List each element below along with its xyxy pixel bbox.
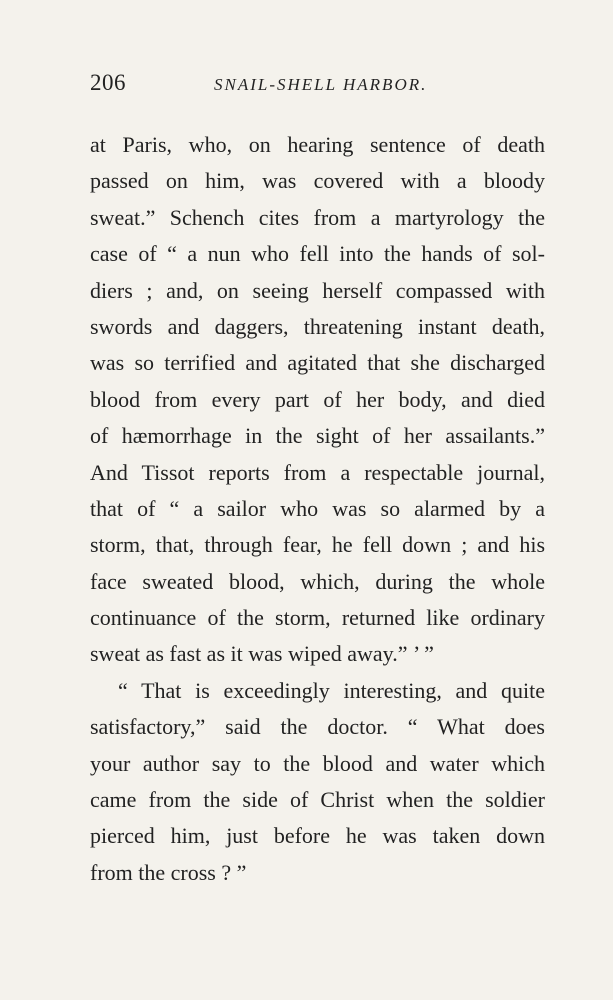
text-line: face sweated blood, which, during the whole — [90, 568, 545, 594]
text-line: that of “ a sailor who was so alarmed by a — [90, 495, 545, 521]
text-line: of hæmorrhage in the sight of her assailants.” — [90, 423, 545, 449]
text-line: blood from every part of her body, and died — [90, 386, 545, 412]
text-line: passed on him, was covered with a bloody — [90, 168, 545, 194]
running-head: SNAIL-SHELL HARBOR. — [214, 75, 428, 94]
text-line: storm, that, through fear, he fell down ; and his — [90, 532, 545, 558]
text-line: from the cross ? ” — [90, 859, 247, 885]
text-line: And Tissot reports from a respectable journal, — [90, 459, 545, 485]
text-line: at Paris, who, on hearing sentence of death — [90, 132, 545, 157]
text-line: your author say to the blood and water which — [90, 750, 545, 776]
text-line: was so terrified and agitated that she discharged — [90, 350, 545, 376]
text-line: sweat as fast as it was wiped away.” ’ ” — [90, 641, 434, 667]
page-number: 206 — [90, 70, 126, 95]
text-line: came from the side of Christ when the soldier — [90, 787, 545, 813]
text-line: satisfactory,” said the doctor. “ What does — [90, 714, 545, 740]
paragraph-start-line: “ That is exceedingly interesting, and quite — [118, 677, 545, 703]
text-line: diers ; and, on seeing herself compassed with — [90, 277, 545, 303]
text-line: case of “ a nun who fell into the hands of sol- — [90, 241, 545, 267]
text-line: sweat.” Schench cites from a martyrology the — [90, 204, 545, 230]
page-header — [90, 70, 550, 110]
text-line: continuance of the storm, returned like ordinary — [90, 605, 545, 631]
body-text — [90, 127, 545, 891]
text-line: swords and daggers, threatening instant death, — [90, 313, 545, 339]
text-line: pierced him, just before he was taken down — [90, 823, 545, 849]
